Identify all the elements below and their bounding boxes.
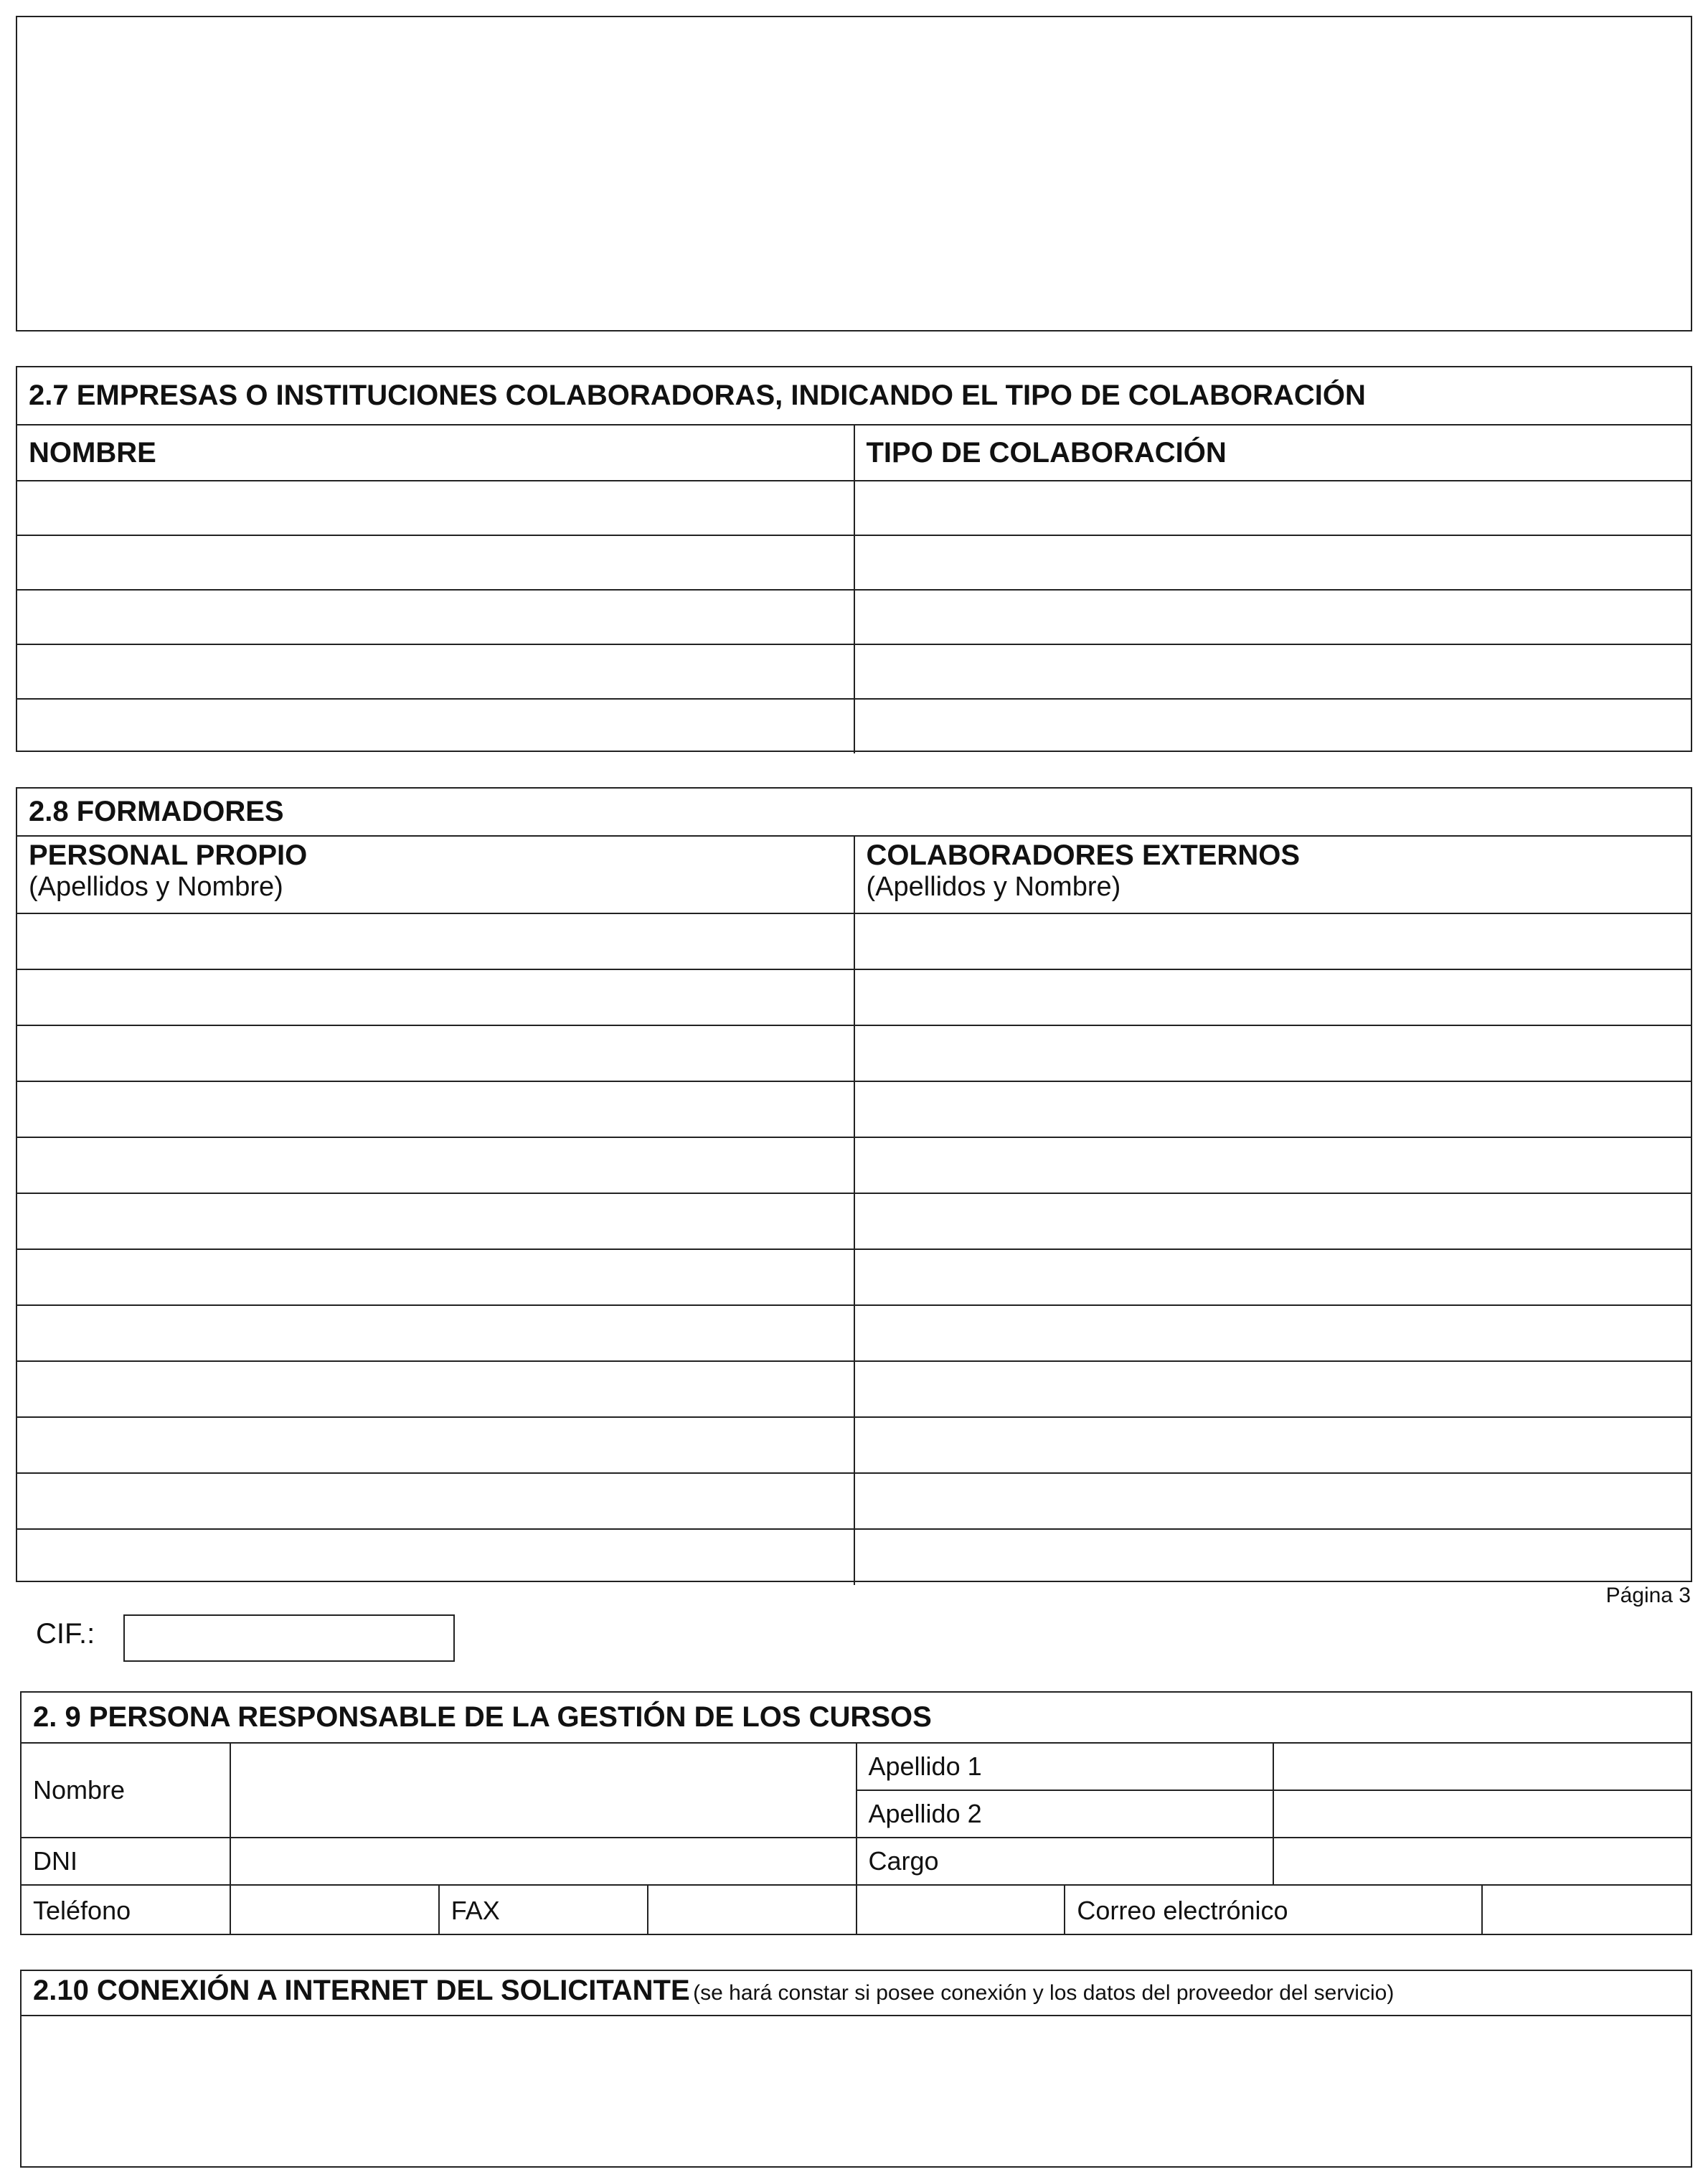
section-2-10-note: (se hará constar si posee conexión y los datos del proveedor del servicio) bbox=[693, 1981, 1395, 2005]
tipo-cell[interactable] bbox=[854, 644, 1692, 699]
personal-propio-cell[interactable] bbox=[17, 1249, 854, 1305]
colaborador-externo-cell[interactable] bbox=[854, 1473, 1692, 1529]
section-2-7-title: 2.7 EMPRESAS O INSTITUCIONES COLABORADORAS, INDICANDO EL TIPO DE COLABORACIÓN bbox=[17, 367, 1691, 425]
personal-propio-cell[interactable] bbox=[17, 1529, 854, 1585]
personal-propio-cell[interactable] bbox=[17, 969, 854, 1025]
colaborador-externo-cell[interactable] bbox=[854, 913, 1692, 969]
tipo-cell[interactable] bbox=[854, 590, 1692, 644]
dni-label: DNI bbox=[22, 1838, 230, 1885]
column-header-tipo-colaboracion: TIPO DE COLABORACIÓN bbox=[854, 425, 1692, 481]
tipo-cell[interactable] bbox=[854, 699, 1692, 753]
personal-propio-cell[interactable] bbox=[17, 1025, 854, 1081]
cargo-label: Cargo bbox=[857, 1838, 1274, 1885]
correo-input[interactable] bbox=[1482, 1885, 1691, 1935]
section-2-10-title: 2.10 CONEXIÓN A INTERNET DEL SOLICITANTE bbox=[33, 1975, 690, 2006]
colaborador-externo-cell[interactable] bbox=[854, 969, 1692, 1025]
section-2-9-table bbox=[20, 1691, 1692, 1935]
correo-label: Correo electrónico bbox=[1065, 1885, 1482, 1935]
colaborador-externo-cell[interactable] bbox=[854, 1249, 1692, 1305]
cargo-input[interactable] bbox=[1273, 1838, 1691, 1885]
column-header-colaboradores-externos bbox=[854, 836, 1692, 913]
personal-propio-cell[interactable] bbox=[17, 913, 854, 969]
column-header-personal-propio bbox=[17, 836, 854, 913]
colaborador-externo-cell[interactable] bbox=[854, 1529, 1692, 1585]
personal-propio-cell[interactable] bbox=[17, 1193, 854, 1249]
nombre-input[interactable] bbox=[230, 1743, 857, 1838]
personal-propio-cell[interactable] bbox=[17, 1361, 854, 1417]
telefono-input[interactable] bbox=[230, 1885, 439, 1935]
colaborador-externo-cell[interactable] bbox=[854, 1417, 1692, 1473]
colaborador-externo-cell[interactable] bbox=[854, 1361, 1692, 1417]
section-2-8-table bbox=[16, 787, 1692, 1582]
colaborador-externo-cell[interactable] bbox=[854, 1193, 1692, 1249]
personal-propio-cell[interactable] bbox=[17, 1137, 854, 1193]
colaborador-externo-cell[interactable] bbox=[854, 1081, 1692, 1137]
section-2-7-table bbox=[16, 366, 1692, 752]
nombre-cell[interactable] bbox=[17, 481, 854, 535]
fax-input[interactable] bbox=[648, 1885, 857, 1935]
nombre-label: Nombre bbox=[22, 1743, 230, 1838]
colaborador-externo-cell[interactable] bbox=[854, 1137, 1692, 1193]
section-2-10-table bbox=[20, 1970, 1692, 2168]
personal-propio-cell[interactable] bbox=[17, 1305, 854, 1361]
colaboradores-externos-sublabel: (Apellidos y Nombre) bbox=[866, 872, 1121, 902]
personal-propio-cell[interactable] bbox=[17, 1081, 854, 1137]
apellido2-label: Apellido 2 bbox=[857, 1790, 1274, 1838]
nombre-cell[interactable] bbox=[17, 644, 854, 699]
internet-connection-text-area[interactable] bbox=[22, 2016, 1691, 2145]
personal-propio-cell[interactable] bbox=[17, 1473, 854, 1529]
column-header-nombre: NOMBRE bbox=[17, 425, 854, 481]
section-2-9-title: 2. 9 PERSONA RESPONSABLE DE LA GESTIÓN DE LOS CURSOS bbox=[22, 1693, 1691, 1743]
telefono-label: Teléfono bbox=[22, 1885, 230, 1935]
apellido2-input[interactable] bbox=[1273, 1790, 1691, 1838]
section-2-10-header bbox=[22, 1971, 1691, 2016]
colaborador-externo-cell[interactable] bbox=[854, 1025, 1692, 1081]
personal-propio-cell[interactable] bbox=[17, 1417, 854, 1473]
fax-input-ext[interactable] bbox=[857, 1885, 1065, 1935]
nombre-cell[interactable] bbox=[17, 590, 854, 644]
section-2-8-title: 2.8 FORMADORES bbox=[17, 789, 1691, 836]
apellido1-input[interactable] bbox=[1273, 1743, 1691, 1790]
page-number: Página 3 bbox=[1605, 1584, 1691, 1607]
cif-input[interactable] bbox=[123, 1614, 455, 1662]
colaborador-externo-cell[interactable] bbox=[854, 1305, 1692, 1361]
colaboradores-externos-label: COLABORADORES EXTERNOS bbox=[866, 840, 1300, 871]
fax-label: FAX bbox=[439, 1885, 648, 1935]
tipo-cell[interactable] bbox=[854, 535, 1692, 590]
tipo-cell[interactable] bbox=[854, 481, 1692, 535]
previous-section-text-area[interactable] bbox=[16, 16, 1692, 331]
nombre-cell[interactable] bbox=[17, 699, 854, 753]
apellido1-label: Apellido 1 bbox=[857, 1743, 1274, 1790]
cif-label: CIF.: bbox=[36, 1618, 95, 1650]
dni-input[interactable] bbox=[230, 1838, 857, 1885]
personal-propio-label: PERSONAL PROPIO bbox=[29, 840, 308, 871]
personal-propio-sublabel: (Apellidos y Nombre) bbox=[29, 872, 283, 902]
nombre-cell[interactable] bbox=[17, 535, 854, 590]
